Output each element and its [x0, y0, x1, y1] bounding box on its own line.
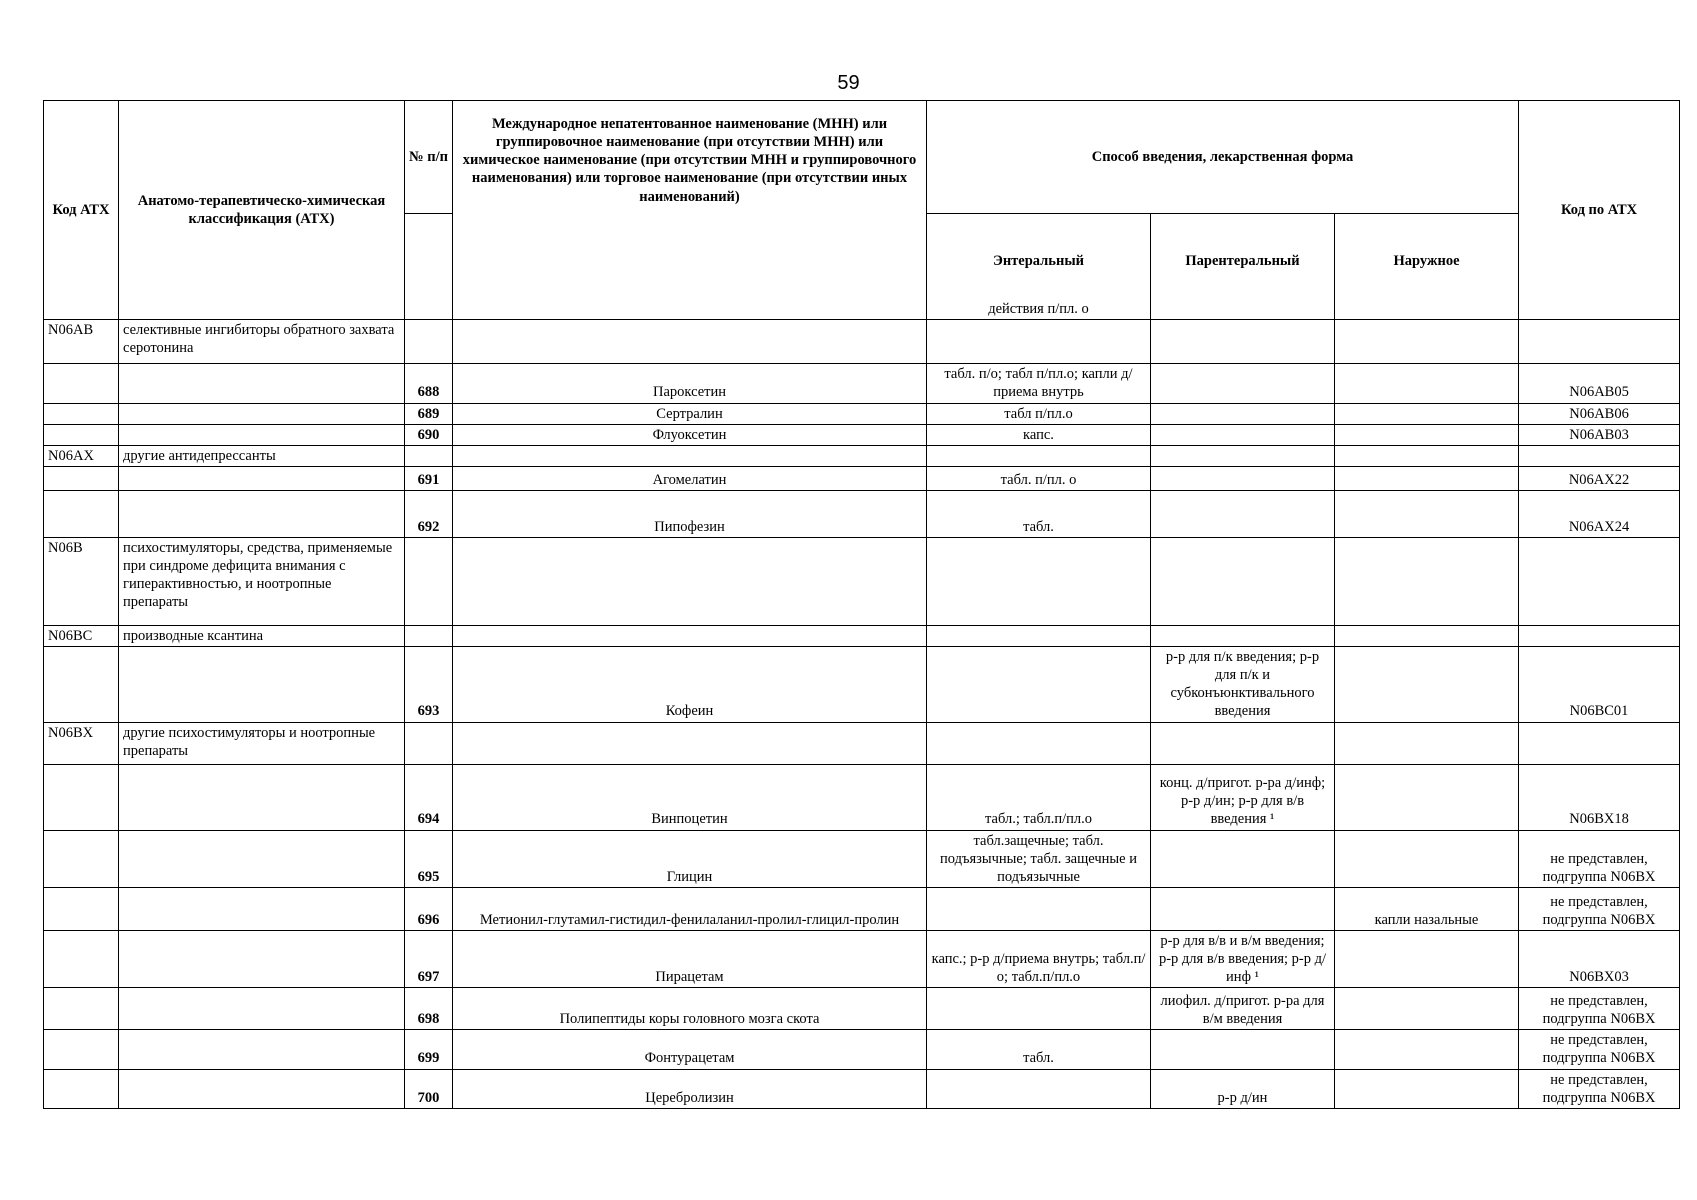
row-classification [119, 424, 405, 445]
header-route-group: Способ введения, лекарственная форма [927, 101, 1519, 214]
row-classification: селективные ингибиторы обратного захвата серотонина [119, 320, 405, 364]
table-row [44, 722, 1680, 764]
row-mnn: Пипофезин [453, 490, 927, 537]
row-parenteral: конц. д/пригот. р-ра д/инф; р-р д/ин; р-р для в/в введения ¹ [1151, 764, 1335, 830]
row-num [405, 445, 453, 466]
table-row [44, 625, 1680, 646]
row-parenteral [1151, 424, 1335, 445]
header-num-sub [405, 214, 453, 320]
row-code: N06BC [44, 625, 119, 646]
header-num: № п/п [405, 101, 453, 214]
row-enteral [927, 320, 1151, 364]
row-classification [119, 1069, 405, 1108]
row-atc-code: не представлен, подгруппа N06BX [1519, 1030, 1680, 1069]
row-classification [119, 930, 405, 987]
row-external [1335, 424, 1519, 445]
row-parenteral [1151, 1030, 1335, 1069]
row-mnn: Винпоцетин [453, 764, 927, 830]
row-classification [119, 988, 405, 1030]
row-code [44, 930, 119, 987]
row-code [44, 490, 119, 537]
row-mnn: Фонтурацетам [453, 1030, 927, 1069]
row-mnn: Сертралин [453, 403, 927, 424]
row-atc-code: N06AX24 [1519, 490, 1680, 537]
row-code [44, 647, 119, 723]
row-atc-code: N06AB05 [1519, 364, 1680, 403]
row-atc-code: N06AB06 [1519, 403, 1680, 424]
row-enteral [927, 887, 1151, 930]
row-enteral [927, 722, 1151, 764]
row-atc-code [1519, 320, 1680, 364]
row-enteral: капс. [927, 424, 1151, 445]
row-mnn: Кофеин [453, 647, 927, 723]
row-num: 692 [405, 490, 453, 537]
table-row [44, 930, 1680, 987]
table-row [44, 490, 1680, 537]
row-external [1335, 1069, 1519, 1108]
row-external [1335, 445, 1519, 466]
table-row [44, 445, 1680, 466]
row-mnn: Флуоксетин [453, 424, 927, 445]
row-external [1335, 764, 1519, 830]
row-enteral: табл. [927, 1030, 1151, 1069]
row-num: 698 [405, 988, 453, 1030]
row-classification [119, 364, 405, 403]
row-mnn [453, 320, 927, 364]
row-num: 691 [405, 466, 453, 490]
row-parenteral: лиофил. д/пригот. р-ра для в/м введения [1151, 988, 1335, 1030]
row-atc-code [1519, 625, 1680, 646]
row-enteral: табл. п/о; табл п/пл.о; капли д/приема внутрь [927, 364, 1151, 403]
row-mnn: Агомелатин [453, 466, 927, 490]
row-parenteral [1151, 722, 1335, 764]
header-enteral-label: Энтеральный [992, 253, 1085, 269]
row-code [44, 364, 119, 403]
row-mnn: Пароксетин [453, 364, 927, 403]
row-classification [119, 466, 405, 490]
row-external [1335, 647, 1519, 723]
row-code [44, 1030, 119, 1069]
row-mnn [453, 445, 927, 466]
row-num: 690 [405, 424, 453, 445]
table-row [44, 988, 1680, 1030]
row-parenteral [1151, 403, 1335, 424]
row-parenteral [1151, 490, 1335, 537]
row-enteral: табл. [927, 490, 1151, 537]
row-mnn: Пирацетам [453, 930, 927, 987]
row-code [44, 1069, 119, 1108]
row-atc-code: N06BX03 [1519, 930, 1680, 987]
row-external [1335, 490, 1519, 537]
header-mnn: Международное непатентованное наименование (МНН) или группировочное наименование (при отсутствии МНН) или химическое наименование (при отсутствии МНН и группировочного наименования) или торговое наименование (при отсутствии иных наименований) [453, 101, 927, 320]
row-num: 696 [405, 887, 453, 930]
table-row [44, 424, 1680, 445]
row-num [405, 625, 453, 646]
row-enteral: табл.; табл.п/пл.о [927, 764, 1151, 830]
table-row [44, 320, 1680, 364]
row-enteral [927, 625, 1151, 646]
row-enteral: капс.; р-р д/приема внутрь; табл.п/о; табл.п/пл.о [927, 930, 1151, 987]
row-parenteral [1151, 887, 1335, 930]
row-external [1335, 537, 1519, 625]
row-enteral [927, 445, 1151, 466]
row-external [1335, 364, 1519, 403]
table-row [44, 764, 1680, 830]
row-external [1335, 1030, 1519, 1069]
row-atc-code: не представлен, подгруппа N06BX [1519, 988, 1680, 1030]
row-parenteral [1151, 320, 1335, 364]
row-atc-code: не представлен, подгруппа N06BX [1519, 887, 1680, 930]
row-atc-code: N06AX22 [1519, 466, 1680, 490]
row-classification [119, 490, 405, 537]
row-enteral [927, 647, 1151, 723]
row-classification: производные ксантина [119, 625, 405, 646]
row-code [44, 830, 119, 887]
row-mnn [453, 537, 927, 625]
row-code [44, 424, 119, 445]
table-row [44, 830, 1680, 887]
table-row [44, 887, 1680, 930]
row-num: 693 [405, 647, 453, 723]
row-classification [119, 830, 405, 887]
row-num [405, 537, 453, 625]
row-classification: другие антидепрессанты [119, 445, 405, 466]
row-atc-code: не представлен, подгруппа N06BX [1519, 1069, 1680, 1108]
row-external [1335, 403, 1519, 424]
row-parenteral [1151, 830, 1335, 887]
row-num: 695 [405, 830, 453, 887]
table-row [44, 403, 1680, 424]
row-num [405, 320, 453, 364]
row-mnn: Метионил-глутамил-гистидил-фенилаланил-пролил-глицил-пролин [453, 887, 927, 930]
row-num: 700 [405, 1069, 453, 1108]
header-enteral-continuation: действия п/пл. о [988, 301, 1089, 318]
row-external: капли назальные [1335, 887, 1519, 930]
row-num: 688 [405, 364, 453, 403]
header-classification: Анатомо-терапевтическо-химическая классификация (АТХ) [119, 101, 405, 320]
table-row [44, 364, 1680, 403]
row-enteral: табл.защечные; табл. подъязычные; табл. защечные и подъязычные [927, 830, 1151, 887]
row-mnn [453, 722, 927, 764]
table-row [44, 1030, 1680, 1069]
row-code [44, 764, 119, 830]
row-enteral: табл. п/пл. о [927, 466, 1151, 490]
row-num [405, 722, 453, 764]
row-external [1335, 320, 1519, 364]
page-number: 59 [837, 72, 860, 94]
row-external [1335, 930, 1519, 987]
row-external [1335, 988, 1519, 1030]
row-atc-code: N06BX18 [1519, 764, 1680, 830]
row-classification [119, 647, 405, 723]
row-classification [119, 887, 405, 930]
table-row [44, 466, 1680, 490]
row-code: N06BX [44, 722, 119, 764]
row-code: N06AB [44, 320, 119, 364]
row-code [44, 403, 119, 424]
row-external [1335, 625, 1519, 646]
row-atc-code: не представлен, подгруппа N06BX [1519, 830, 1680, 887]
row-enteral [927, 1069, 1151, 1108]
table-row [44, 647, 1680, 723]
header-external: Наружное [1335, 214, 1519, 320]
row-parenteral: р-р для п/к введения; р-р для п/к и субконъюнктивального введения [1151, 647, 1335, 723]
header-atc-code: Код по АТХ [1519, 101, 1680, 320]
row-mnn [453, 625, 927, 646]
row-atc-code: N06AB03 [1519, 424, 1680, 445]
row-enteral: табл п/пл.о [927, 403, 1151, 424]
row-num: 694 [405, 764, 453, 830]
table-body [44, 320, 1680, 1109]
header-enteral [927, 214, 1151, 320]
row-parenteral: р-р д/ин [1151, 1069, 1335, 1108]
row-classification [119, 403, 405, 424]
row-atc-code [1519, 537, 1680, 625]
row-atc-code [1519, 722, 1680, 764]
row-parenteral: р-р для в/в и в/м введения; р-р для в/в введения; р-р д/инф ¹ [1151, 930, 1335, 987]
row-classification [119, 764, 405, 830]
row-num: 697 [405, 930, 453, 987]
row-parenteral [1151, 445, 1335, 466]
row-classification: другие психостимуляторы и ноотропные препараты [119, 722, 405, 764]
row-mnn: Полипептиды коры головного мозга скота [453, 988, 927, 1030]
row-external [1335, 830, 1519, 887]
row-code: N06B [44, 537, 119, 625]
row-mnn: Церебролизин [453, 1069, 927, 1108]
row-atc-code: N06BC01 [1519, 647, 1680, 723]
row-enteral [927, 537, 1151, 625]
row-classification: психостимуляторы, средства, применяемые при синдроме дефицита внимания с гиперактивностью, и ноотропные препараты [119, 537, 405, 625]
row-parenteral [1151, 537, 1335, 625]
header-parenteral: Парентеральный [1151, 214, 1335, 320]
row-atc-code [1519, 445, 1680, 466]
row-classification [119, 1030, 405, 1069]
row-mnn: Глицин [453, 830, 927, 887]
table-row [44, 1069, 1680, 1108]
atx-table [43, 100, 1680, 1109]
row-code [44, 887, 119, 930]
table-row [44, 537, 1680, 625]
header-code: Код АТХ [44, 101, 119, 320]
row-parenteral [1151, 625, 1335, 646]
row-num: 699 [405, 1030, 453, 1069]
row-code: N06AX [44, 445, 119, 466]
row-enteral [927, 988, 1151, 1030]
row-num: 689 [405, 403, 453, 424]
row-external [1335, 466, 1519, 490]
row-code [44, 466, 119, 490]
row-code [44, 988, 119, 1030]
row-external [1335, 722, 1519, 764]
row-parenteral [1151, 364, 1335, 403]
row-parenteral [1151, 466, 1335, 490]
